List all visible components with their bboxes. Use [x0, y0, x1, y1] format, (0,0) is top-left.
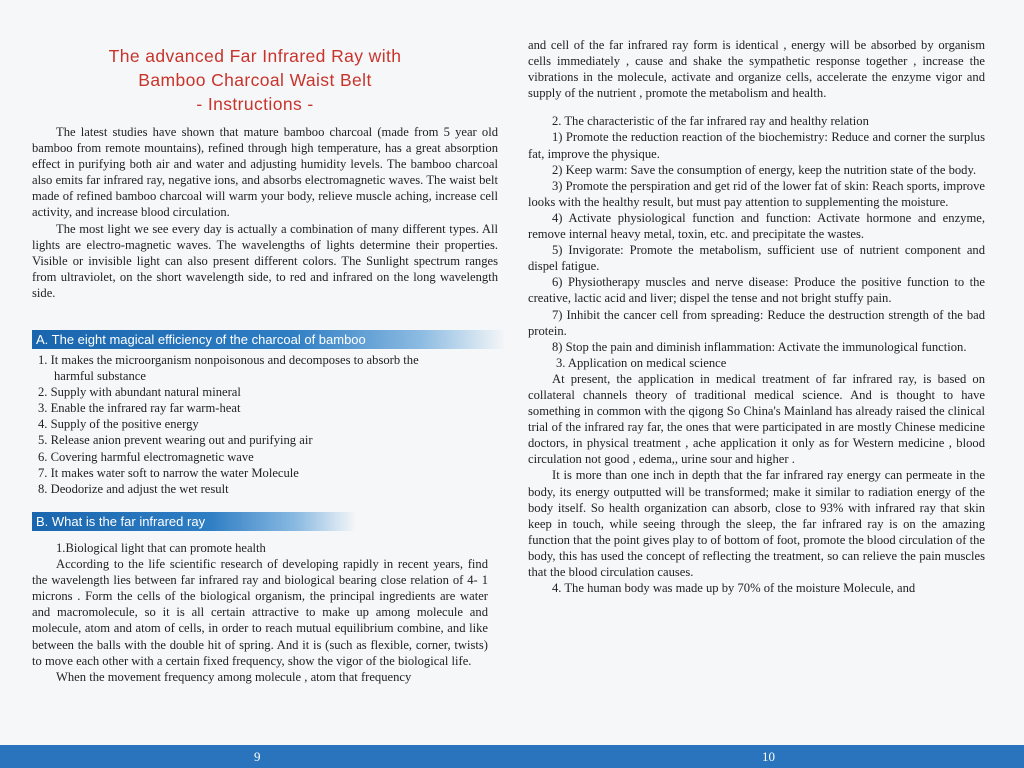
intro-text: [32, 124, 498, 301]
list-item: 2. Supply with abundant natural mineral: [38, 385, 241, 400]
title-line-3: - Instructions -: [196, 94, 314, 114]
section-a-heading: A. The eight magical efficiency of the charcoal of bamboo: [32, 330, 506, 349]
paragraph: It is more than one inch in depth that the far infrared ray energy can permeate in the body, its energy outputted will be transformed; make it similar to radiation energy of the body itself. So health organization can absorb, close to 93% with infrared ray that skin keep in touch, while seeing through the sleep, the far infrared ray is on the amazing function that the point gives play to of bottom of foot, promote the blood circulation of the body, this has used the concept of reflecting the treatment, so can relieve the pain muscles that the blood circulation causes.: [528, 468, 985, 579]
paragraph: and cell of the far infrared ray form is identical , energy will be absorbed by organism cells immediately , cause and shake the sympathetic response together , increase the vibrations in the molecule, activate and organize cells, accelerate the enzyme vigor and supply of the nutrient , promote the metabolism and health.: [528, 38, 985, 101]
page-number-right: 10: [762, 749, 775, 764]
paragraph: The latest studies have shown that mature bamboo charcoal (made from 5 year old bamboo from remote mountains), refined through high temperature, has a great absorption effect in purifying both air and water and adjusting humidity levels. The bamboo charcoal also emits far infrared ray, negative ions, and absorbs electromagnetic waves. The waist belt made of refined bamboo charcoal will warm your body, relieve muscle aching, increase cell activity, and increase blood circulation.: [32, 125, 498, 220]
list-item: 6. Covering harmful electromagnetic wave: [38, 449, 254, 464]
paragraph: 3. Application on medical science: [556, 355, 727, 370]
paragraph: 5) Invigorate: Promote the metabolism, sufficient use of nutrient component and dispel fatigue.: [528, 243, 985, 274]
list-item: 1. It makes the microorganism nonpoisonous and decomposes to absorb the: [38, 353, 419, 367]
title-line-2: Bamboo Charcoal Waist Belt: [138, 70, 372, 90]
list-item: 7. It makes water soft to narrow the water Molecule: [38, 465, 299, 480]
right-column-text: [528, 37, 985, 596]
title-line-1: The advanced Far Infrared Ray with: [108, 46, 402, 66]
page-number-left: 9: [254, 749, 261, 764]
list-item-continuation: harmful substance: [54, 369, 146, 384]
paragraph: The most light we see every day is actually a combination of many different types. All lights are electro-magnetic waves. The wavelengths of lights determine their properties. Visible or invisible light can also present different colors. The Sunlight spectrum ranges from ultraviolet, on the short wavelength side, to red and infrared on the long wavelength side.: [32, 221, 498, 300]
paragraph: 8) Stop the pain and diminish inflammation: Activate the immunological function.: [552, 339, 967, 354]
list-item: 3. Enable the infrared ray far warm-heat: [38, 401, 241, 416]
paragraph: 4. The human body was made up by 70% of the moisture Molecule, and: [552, 581, 916, 596]
paragraph: 3) Promote the perspiration and get rid of the lower fat of skin: Reach sports, improve looks with the healthy result, but must pay attention to supplementing the moisture.: [528, 178, 985, 209]
paragraph: 4) Activate physiological function and function: Activate hormone and enzyme, remove internal heavy metal, toxin, etc. and precipitate the wastes.: [528, 210, 985, 242]
paragraph: 1) Promote the reduction reaction of the biochemistry: Reduce and corner the surplus fat, improve the physique.: [528, 130, 985, 161]
paragraph: 6) Physiotherapy muscles and nerve disease: Produce the positive function to the creative, lactic acid and liver; dispel the tense and not bright stuffy pain.: [528, 275, 985, 306]
paragraph: When the movement frequency among molecule , atom that frequency: [56, 669, 412, 684]
paragraph: 2. The characteristic of the far infrared ray and healthy relation: [552, 114, 869, 129]
section-b-text: [32, 540, 488, 685]
list-item: 4. Supply of the positive energy: [38, 417, 199, 432]
list-item: 8. Deodorize and adjust the wet result: [38, 481, 229, 496]
list-item: 5. Release anion prevent wearing out and purifying air: [38, 433, 313, 448]
paragraph: At present, the application in medical treatment of far infrared ray, is based on collateral channels theory of traditional medical science. And is thought to have something in common with the qigong So China's Mainland has already raised the clinical trial of the infrared ray far, the ones that were participated in are mostly Chinese medicine doctors, in physical treatment , ache application it only as for Western medicine , blood circulation not good , edema,, urine sour and higher .: [528, 371, 985, 467]
paragraph: According to the life scientific research of developing rapidly in recent years, find the wavelength lies between far infrared ray and biological bearing close relation of 4- 1 microns . Form the cells of the biological organism, the principal ingredients are water and macromolecule, so it is all certain attractive to make up among molecule and molecule, atom and atom of cells, in order to reach mutual equilibrium combine, and like between the balls with the double hit of spring. And it is (such as flexible, corner, twists) to move each other with a certain fixed frequency, show the vigor of the biological life.: [32, 557, 488, 668]
footer-bar: [0, 745, 1024, 768]
document-title: [30, 44, 480, 116]
paragraph: 7) Inhibit the cancer cell from spreading: Reduce the destruction strength of the bad protein.: [528, 307, 985, 338]
paragraph: 2) Keep warm: Save the consumption of energy, keep the nutrition state of the body.: [552, 162, 977, 177]
section-b-heading: B. What is the far infrared ray: [32, 512, 356, 531]
paragraph: 1.Biological light that can promote health: [56, 541, 266, 555]
efficiency-list: [38, 352, 500, 497]
